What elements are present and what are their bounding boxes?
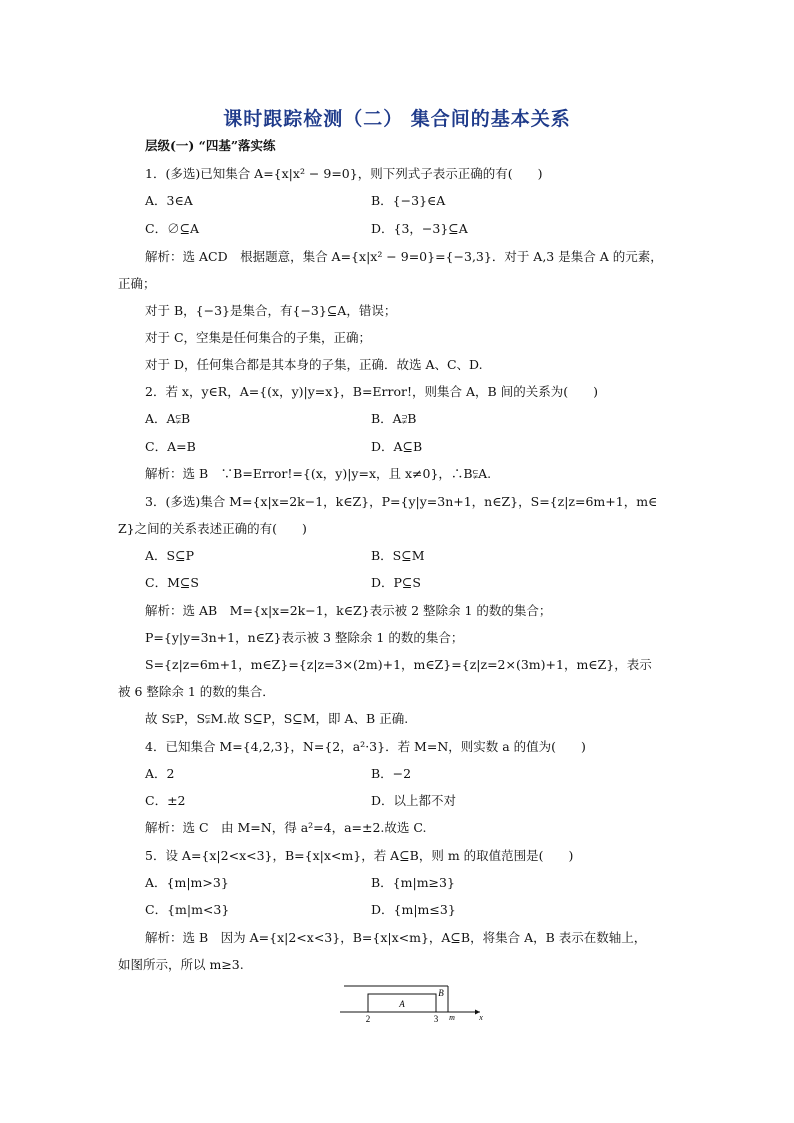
label-a: A [399, 999, 405, 1009]
q4-option-d: D．以上都不对 [371, 793, 457, 808]
q3-option-c: C．M⊆S [145, 575, 199, 590]
q3-stem-cont: Z}之间的关系表述正确的有( ) [118, 521, 307, 536]
q1-solution-line-1: 解析：选 ACD 根据题意，集合 A={x|x² − 9=0}={−3,3}．对于 A,3 是集合 A 的元素， [145, 249, 663, 264]
q5-stem: 5．设 A={x|2<x<3}，B={x|x<m}，若 A⊆B，则 m 的取值范围是( ) [145, 848, 574, 863]
q2-stem: 2．若 x，y∈R，A={(x，y)|y=x}，B=Error!，则集合 A，B 间的关系为( ) [145, 384, 598, 399]
level-heading: 层级(一) “四基”落实练 [145, 138, 276, 153]
q3-solution-line-3: S={z|z=6m+1，m∈Z}={z|z=3×(2m)+1，m∈Z}={z|z=2×(3m)+1，m∈Z}，表示 [145, 657, 652, 672]
q3-option-a: A．S⊆P [145, 548, 194, 563]
q4-option-c: C．±2 [145, 793, 186, 808]
q3-option-b: B．S⊆M [371, 548, 425, 563]
tick-label-m: m [449, 1013, 455, 1022]
q1-solution-line-1b: 正确； [118, 276, 156, 291]
q2-option-b: B．A⫌B [371, 411, 417, 426]
q1-solution-line-4: 对于 D，任何集合都是其本身的子集，正确．故选 A、C、D. [145, 357, 483, 372]
q1-solution-line-3: 对于 C，空集是任何集合的子集，正确； [145, 330, 372, 345]
label-b: B [438, 988, 444, 998]
q4-option-a: A．2 [145, 766, 175, 781]
tick-label-3: 3 [433, 1014, 439, 1024]
q1-option-a: A．3∈A [145, 193, 193, 208]
q5-option-c: C．{m|m<3} [145, 902, 230, 917]
q4-solution: 解析：选 C 由 M=N，得 a²=4，a=±2.故选 C. [145, 820, 427, 835]
q4-option-b: B．−2 [371, 766, 412, 781]
axis-label-x: x [479, 1013, 483, 1022]
q5-option-a: A．{m|m>3} [145, 875, 229, 890]
q1-option-c: C．∅⊆A [145, 221, 200, 236]
q5-solution-line-1: 解析：选 B 因为 A={x|2<x<3}，B={x|x<m}，A⊆B，将集合 A，B 表示在数轴上， [145, 930, 647, 945]
q3-solution-line-1: 解析：选 AB M={x|x=2k−1，k∈Z}表示被 2 整除余 1 的数的集合； [145, 603, 552, 618]
q3-solution-line-4: 故 S⫋P，S⫋M.故 S⊆P，S⊆M，即 A、B 正确. [145, 711, 409, 726]
q1-option-d: D．{3，−3}⊆A [371, 221, 468, 236]
q2-option-c: C．A=B [145, 439, 196, 454]
q1-option-b: B．{−3}∈A [371, 193, 446, 208]
q5-solution-line-1b: 如图所示，所以 m≥3. [118, 957, 244, 972]
q3-option-d: D．P⊆S [371, 575, 421, 590]
number-line-figure [340, 982, 490, 1024]
tick-label-2: 2 [365, 1014, 371, 1024]
q4-stem: 4．已知集合 M={4,2,3}，N={2，a²·3}．若 M=N，则实数 a 的值为( ) [145, 739, 586, 754]
page-title: 课时跟踪检测（二） 集合间的基本关系 [223, 108, 571, 130]
q2-option-a: A．A⫋B [145, 411, 191, 426]
q5-option-b: B．{m|m≥3} [371, 875, 455, 890]
q3-stem: 3．(多选)集合 M={x|x=2k−1，k∈Z}，P={y|y=3n+1，n∈Z}，S={z|z=6m+1，m∈ [145, 494, 658, 509]
q3-solution-line-3b: 被 6 整除余 1 的数的集合． [118, 684, 275, 699]
q5-option-d: D．{m|m≤3} [371, 902, 456, 917]
q2-option-d: D．A⊆B [371, 439, 423, 454]
q1-stem: 1．(多选)已知集合 A={x|x² − 9=0}，则下列式子表示正确的有( ) [145, 166, 543, 181]
q2-solution: 解析：选 B ∵B=Error!={(x，y)|y=x，且 x≠0}，∴B⫋A. [145, 466, 492, 481]
q1-solution-line-2: 对于 B，{−3}是集合，有{−3}⊆A，错误； [145, 303, 397, 318]
q3-solution-line-2: P={y|y=3n+1，n∈Z}表示被 3 整除余 1 的数的集合； [145, 630, 464, 645]
